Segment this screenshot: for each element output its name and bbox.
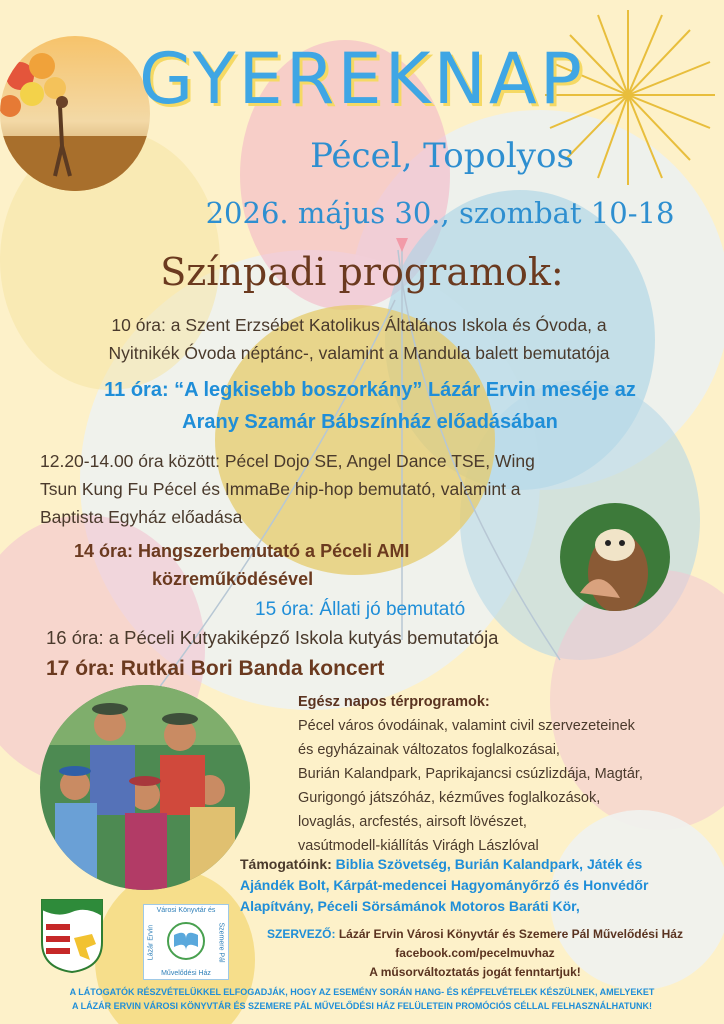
page-title: GYEREKNAP (139, 38, 585, 120)
sponsors-line: Biblia Szövetség, Burián Kalandpark, Játék és (335, 856, 643, 872)
program-line-10b: Nyitnikék Óvoda néptánc-, valamint a Mandula balett bemutatója (108, 343, 610, 363)
program-line-1220c: Baptista Egyház előadása (40, 507, 243, 527)
footer-disclaimer (6, 985, 718, 1013)
facebook-link[interactable]: facebook.com/pecelmuvhaz (395, 946, 555, 960)
footer-line: A LÁZÁR ERVIN VÁROSI KÖNYVTÁR ÉS SZEMERE PÁL MŰVELŐDÉSI HÁZ FELÜLETEIN PROMÓCIÓS CÉLLAL FELHASZNÁLHATUNK! (71, 1001, 653, 1011)
location-subtitle: Pécel, Topolyos (310, 136, 574, 176)
all-day-line: Gurigongó játszóház, kézműves foglalkozások, (298, 790, 601, 806)
program-line-1220: 12.20-14.00 óra között: Pécel Dojo SE, Angel Dance TSE, Wing (40, 451, 535, 471)
band-photo (40, 685, 250, 890)
all-day-heading: Egész napos térprogramok: (298, 694, 490, 710)
library-logo-right: Szemere Pál (217, 922, 225, 963)
stage-programs-heading: Színpadi programok: (160, 250, 564, 294)
animal-photo (560, 503, 670, 611)
program-line-14b: közreműködésével (152, 569, 314, 589)
all-day-line: és egyházainak változatos foglalkozásai, (298, 742, 560, 758)
all-day-line: vasútmodell-kiállítás Virágh Lászlóval (298, 838, 539, 854)
program-line-15: 15 óra: Állati jó bemutató (255, 599, 466, 620)
footer-line: A LÁTOGATÓK RÉSZVÉTELÜKKEL ELFOGADJÁK, HOGY AZ ESEMÉNY SORÁN HANG- ÉS KÉPFELVÉTELEK KÉSZÜLNEK, AMELYEKET (69, 987, 655, 997)
sponsors-label: Támogatóink: (240, 856, 332, 872)
library-logo-left: Lázár Ervin (147, 924, 155, 961)
program-line-10: 10 óra: a Szent Erzsébet Katolikus Általános Iskola és Óvoda, a (111, 315, 607, 335)
library-logo (143, 904, 229, 980)
program-line-11b: Arany Szamár Bábszínház előadásában (182, 411, 558, 433)
all-day-programs (298, 690, 718, 858)
all-day-line: Burián Kalandpark, Paprikajancsi csúzlizdája, Magtár, (298, 766, 643, 782)
all-day-line: Pécel város óvodáinak, valamint civil szervezeteinek (298, 718, 635, 734)
sponsors-block (240, 854, 710, 917)
program-line-11: 11 óra: “A legkisebb boszorkány” Lázár Ervin meséje az (104, 379, 636, 401)
sponsors-line: Alapítvány, Péceli Sörsámánok Motoros Baráti Kör, (240, 898, 580, 914)
all-day-line: lovaglás, arcfestés, airsoft lövészet, (298, 814, 527, 830)
program-line-14: 14 óra: Hangszerbemutató a Péceli AMI (74, 541, 410, 561)
organizer-label: SZERVEZŐ: (267, 927, 336, 941)
town-coat-of-arms-logo (40, 898, 104, 974)
event-date: 2026. május 30., szombat 10-18 (205, 196, 675, 230)
change-notice: A műsorváltoztatás jogát fenntartjuk! (369, 965, 581, 979)
library-logo-bottom: Művelődési Ház (161, 970, 211, 977)
program-line-17: 17 óra: Rutkai Bori Banda koncert (46, 657, 385, 680)
organizer-block (225, 925, 724, 982)
organizer-name: Lázár Ervin Városi Könyvtár és Szemere Pál Művelődési Ház (338, 927, 683, 941)
book-icon (166, 921, 206, 961)
library-logo-top: Városi Könyvtár és (156, 907, 216, 914)
program-line-16: 16 óra: a Péceli Kutyakiképző Iskola kutyás bemutatója (46, 627, 499, 648)
program-line-1220b: Tsun Kung Fu Pécel és ImmaBe hip-hop bemutató, valamint a (40, 479, 521, 499)
sponsors-line: Ajándék Bolt, Kárpát-medencei Hagyományőrző és Honvédőr (240, 877, 649, 893)
